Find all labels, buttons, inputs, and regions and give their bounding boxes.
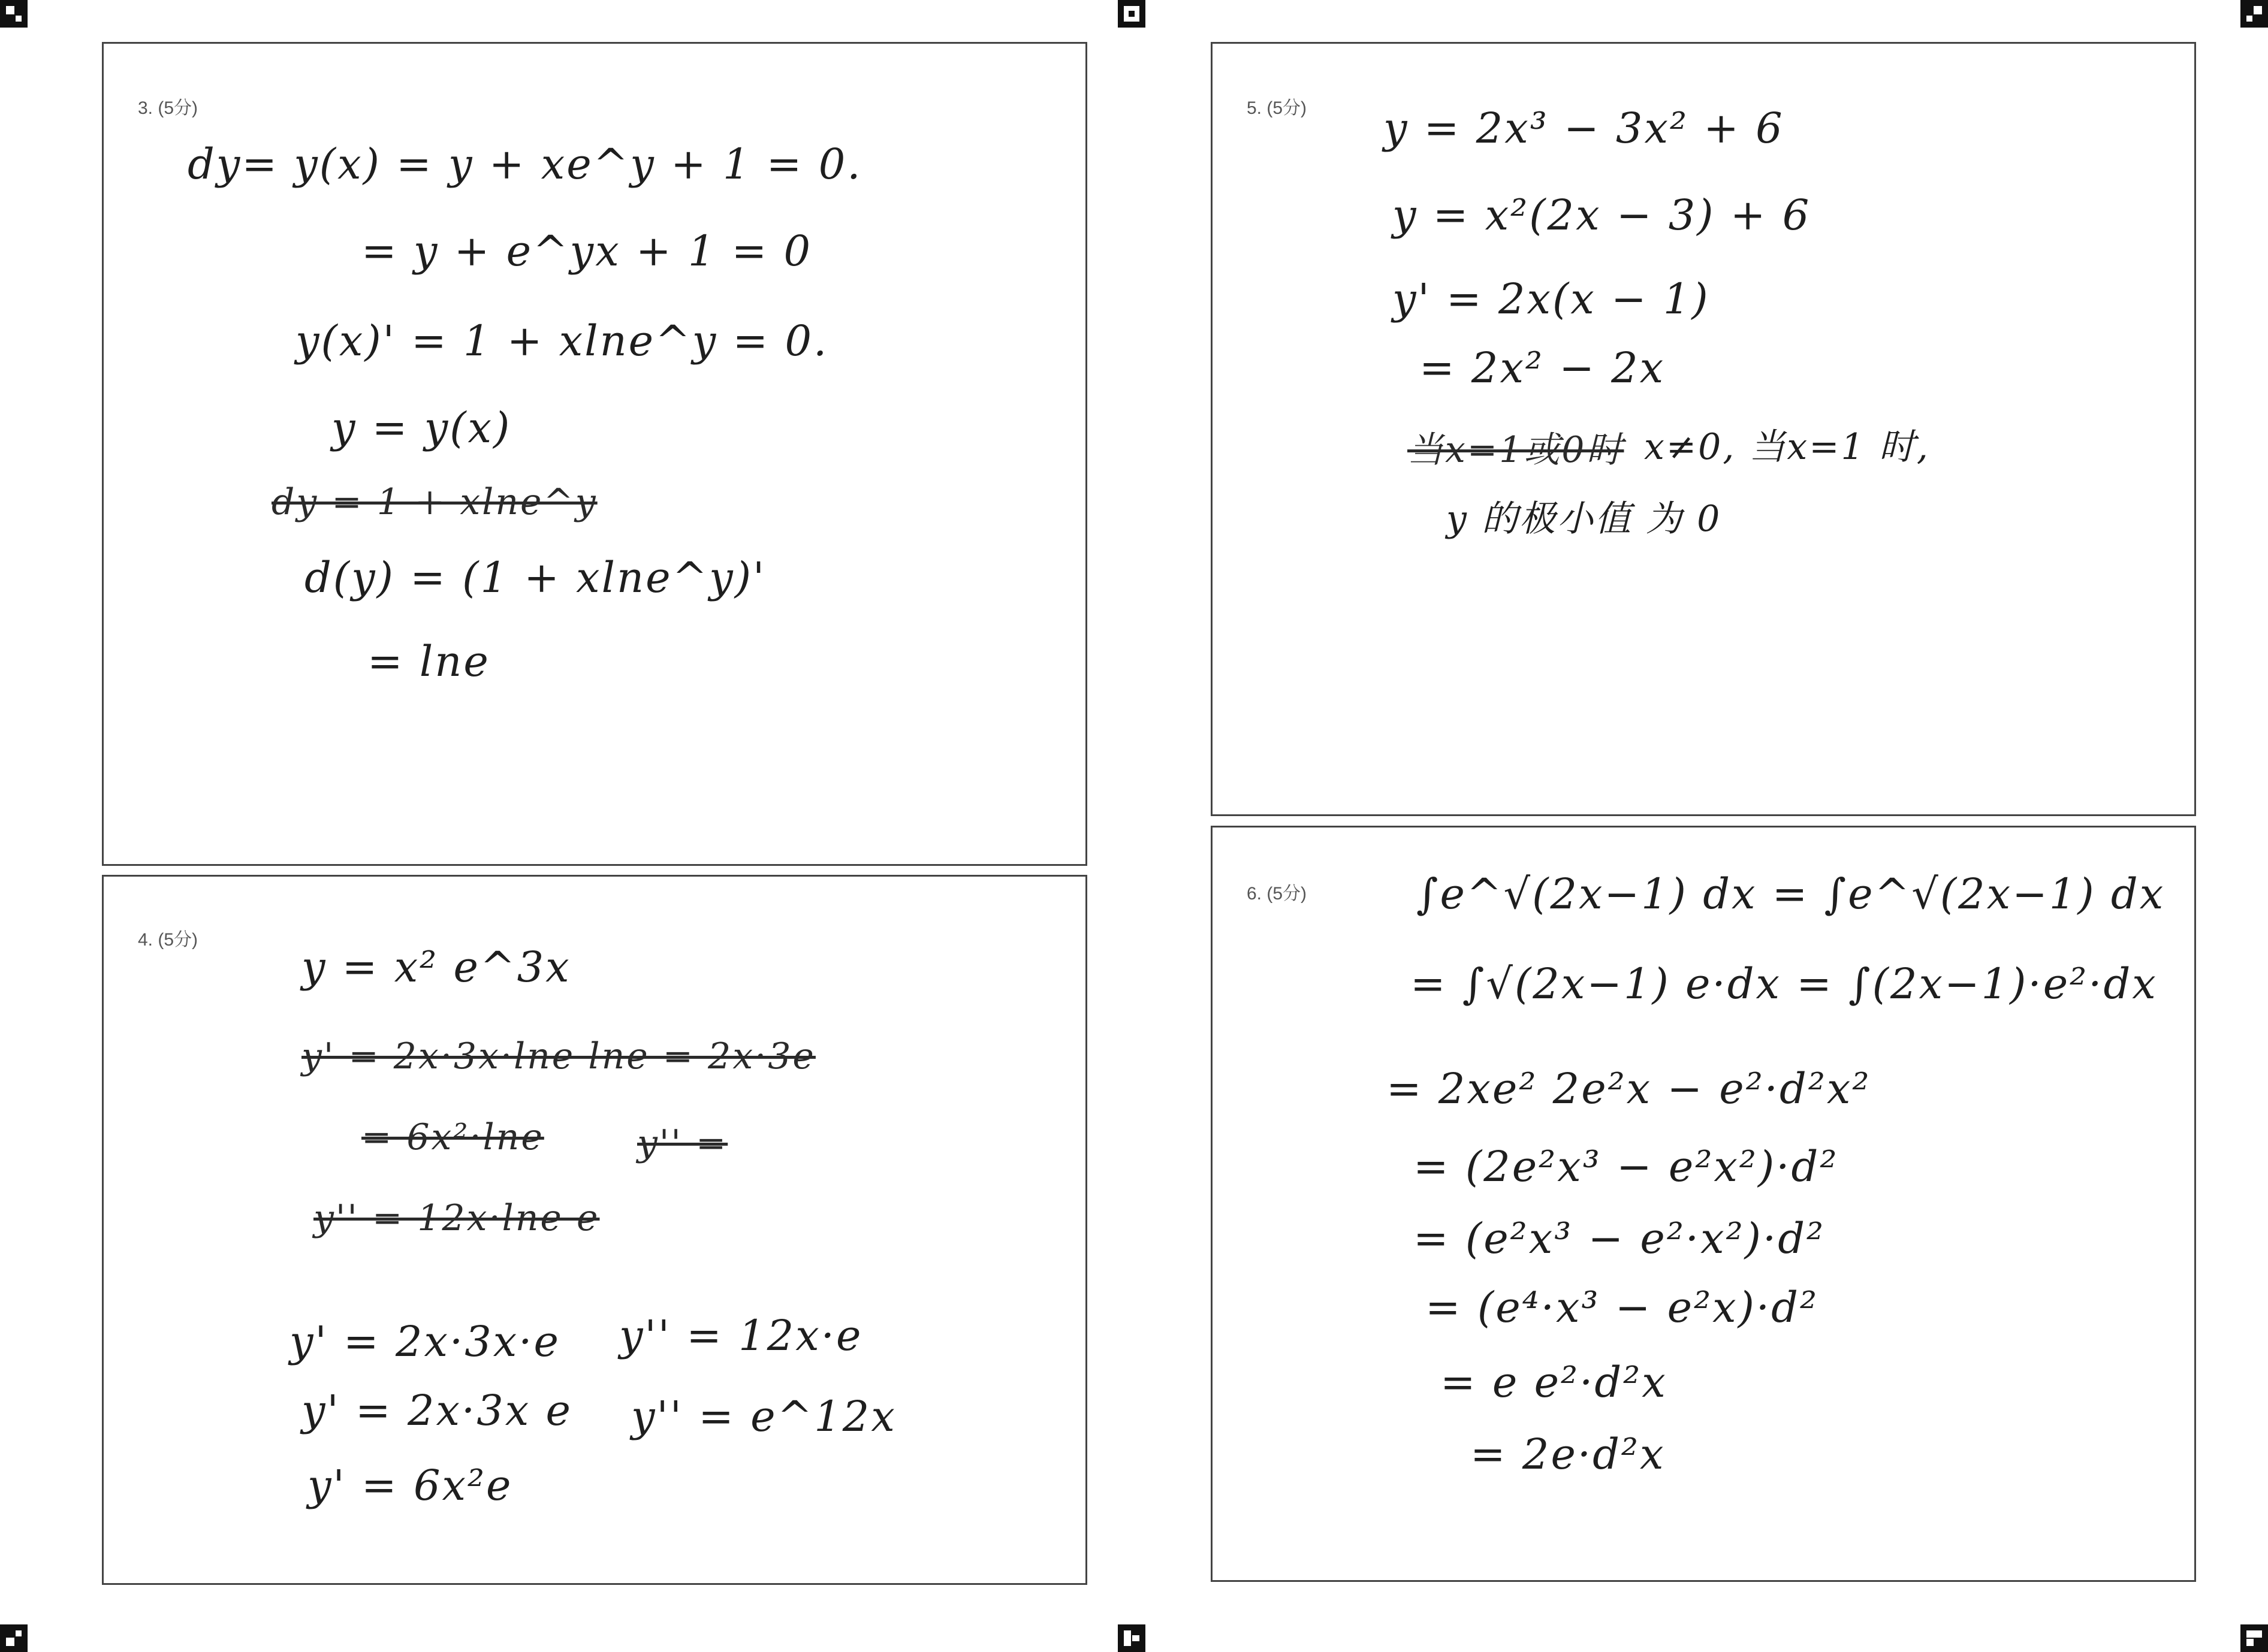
answer-box-q6 — [1211, 826, 2196, 1582]
question-label-q4: 4. (5分) — [138, 930, 198, 950]
question-label-q6: 6. (5分) — [1247, 884, 1307, 904]
q6-line-7: = e e²·d²x — [1440, 1358, 1667, 1407]
q5-line-4: = 2x² − 2x — [1419, 343, 1666, 392]
q3-line-6: d(y) = (1 + xlne^y)' — [304, 553, 767, 602]
q6-line-6: = (e⁴·x³ − e²x)·d² — [1425, 1283, 1819, 1332]
q4-line-10: y' = 6x²e — [307, 1461, 513, 1510]
q4-line-2-struck: y' = 2x·3x·lne lne = 2x·3e — [301, 1035, 816, 1077]
q6-line-5: = (e²x³ − e²·x²)·d² — [1413, 1214, 1826, 1263]
q3-line-2: = y + e^yx + 1 = 0 — [361, 226, 813, 276]
q3-line-4: y = y(x) — [331, 403, 512, 452]
fiducial-hole — [16, 16, 22, 22]
q5-line-1: y = 2x³ − 3x² + 6 — [1383, 104, 1784, 153]
q6-line-1: ∫e^√(2x−1) dx = ∫e^√(2x−1) dx — [1416, 869, 2166, 919]
fiducial-hole — [1129, 11, 1135, 17]
q6-line-8: = 2e·d²x — [1470, 1430, 1666, 1479]
fiducial-marker-bottom-left — [0, 1624, 28, 1652]
q6-line-4: = (2e²x³ − e²x²)·d² — [1413, 1142, 1839, 1191]
fiducial-hole — [16, 1630, 22, 1636]
q3-line-1: dy= y(x) = y + xe^y + 1 = 0. — [188, 140, 862, 189]
fiducial-hole — [2254, 6, 2262, 14]
q6-line-2: = ∫√(2x−1) e·dx = ∫(2x−1)·e²·dx — [1410, 959, 2158, 1008]
fiducial-marker-top-right — [2240, 0, 2268, 28]
fiducial-hole — [2246, 1639, 2254, 1646]
question-label-q5: 5. (5分) — [1247, 98, 1307, 118]
q5-line-7: y 的极小值 为 0 — [1446, 498, 1722, 540]
fiducial-hole — [2246, 1630, 2262, 1638]
fiducial-marker-bottom-center — [1118, 1624, 1145, 1652]
q5-line-5-struck: 当x=1或0时 — [1407, 429, 1624, 471]
q4-line-9: y'' = e^12x — [631, 1392, 897, 1441]
q5-line-3: y' = 2x(x − 1) — [1392, 274, 1710, 324]
question-label-q3: 3. (5分) — [138, 98, 198, 118]
answer-box-q3 — [102, 42, 1087, 866]
fiducial-hole — [2246, 16, 2252, 22]
q5-line-2: y = x²(2x − 3) + 6 — [1392, 191, 1811, 240]
q4-line-8: y' = 2x·3x e — [301, 1386, 572, 1435]
fiducial-hole — [1132, 1635, 1139, 1641]
q4-line-1: y = x² e^3x — [301, 943, 571, 992]
q4-line-6: y' = 2x·3x·e — [289, 1317, 560, 1366]
q4-line-7: y'' = 12x·e — [619, 1311, 863, 1360]
answer-box-q4 — [102, 875, 1087, 1585]
q6-line-3: = 2xe² 2e²x − e²·d²x² — [1386, 1064, 1871, 1113]
fiducial-hole — [6, 6, 14, 14]
q4-line-3-struck: = 6x²·lne — [361, 1116, 544, 1158]
q3-line-5-struck: dy = 1 + xlne^y — [272, 481, 598, 523]
fiducial-hole — [1124, 1630, 1131, 1646]
q5-line-6: x≠0, 当x=1 时, — [1644, 426, 1930, 468]
q4-line-5-struck: y'' = 12x·lne e — [313, 1197, 600, 1239]
fiducial-marker-bottom-right — [2240, 1624, 2268, 1652]
q3-line-3: y(x)' = 1 + xlne^y = 0. — [295, 316, 829, 366]
fiducial-hole — [6, 1638, 14, 1646]
q3-line-7: = lne — [367, 637, 490, 686]
fiducial-marker-top-center — [1118, 0, 1145, 28]
q4-line-4-struck: y'' = — [637, 1122, 728, 1164]
answer-box-q5 — [1211, 42, 2196, 816]
fiducial-marker-top-left — [0, 0, 28, 28]
